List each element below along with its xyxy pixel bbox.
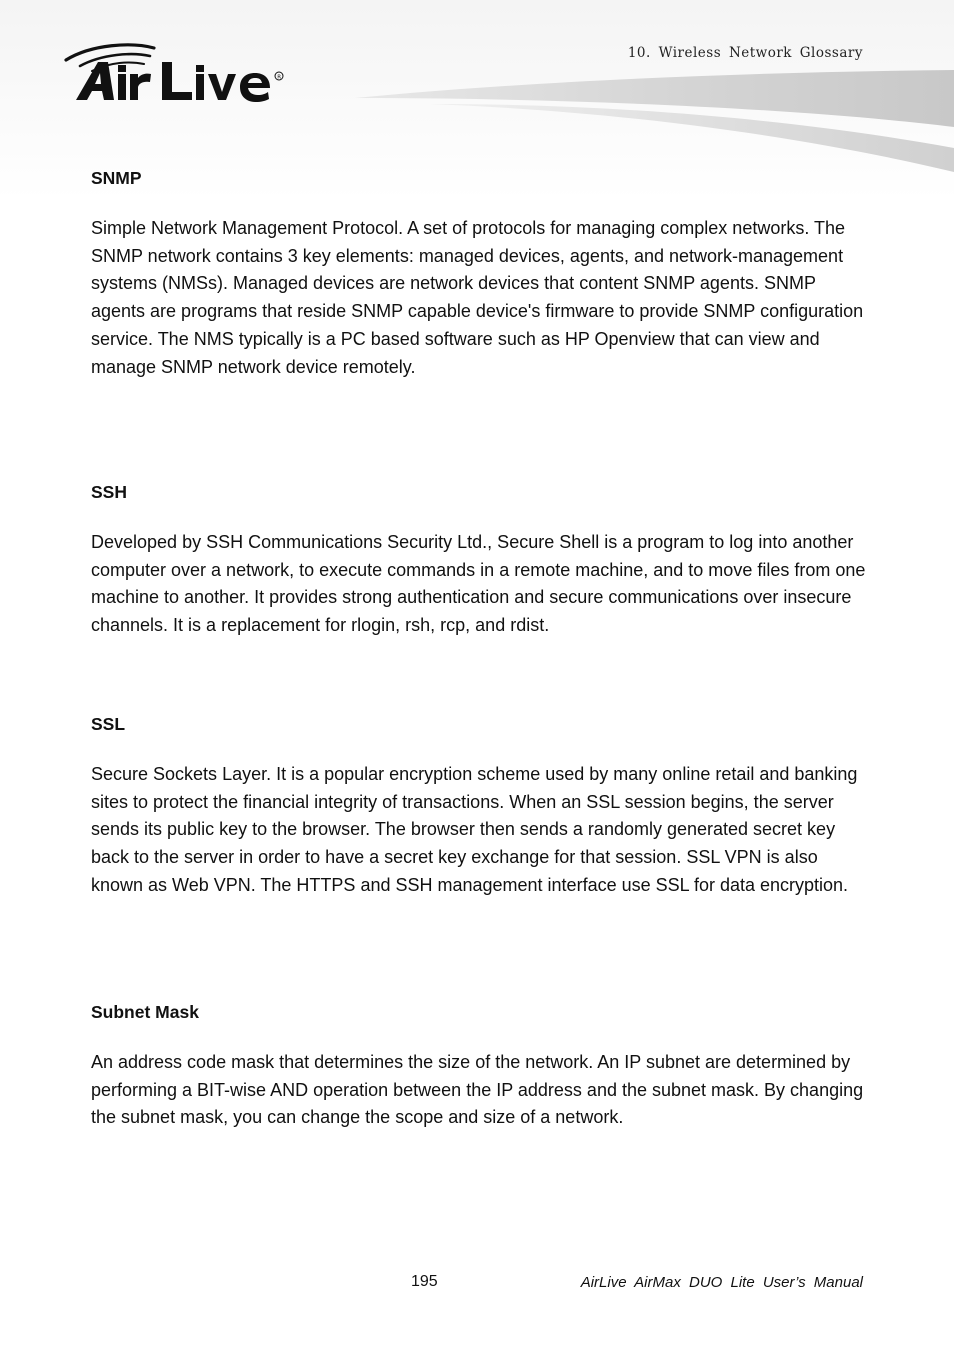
term-definition: Developed by SSH Communications Security Ltd., Secure Shell is a program to log into another computer over a network, to execute commands in a remote machine, and to move files from one machine to another. It provides strong authentication and secure communications over insecure channels. It is a replacement for rlogin, rsh, rcp, and rdist. [91,532,866,636]
manual-title: AirLive AirMax DUO Lite User’s Manual [580,1274,863,1291]
term-heading: SNMP [91,168,142,188]
term-definition: Simple Network Management Protocol. A set of protocols for managing complex networks. The SNMP network contains 3 key elements: managed devices, agents, and network-management systems (NMSs). Managed devices are network devices that content SNMP agents. SNMP agents are programs that reside SNMP capable device's firmware to provide SNMP configuration service. The NMS typically is a PC based software such as HP Openview that can view and manage SNMP network device remotely. [91,218,864,377]
svg-text:R: R [277,74,282,81]
term-heading: SSH [91,482,127,502]
page-number: 195 [411,1273,438,1290]
term-definition: An address code mask that determines the size of the network. An IP subnet are determined by performing a BIT-wise AND operation between the IP address and the subnet mask. By changing the subnet mask, you can change the scope and size of a network. [91,1052,864,1128]
term-heading: SSL [91,714,126,734]
term-definition: Secure Sockets Layer. It is a popular encryption scheme used by many online retail and banking sites to protect the financial integrity of transactions. When an SSL session begins, the server sends its public key to the browser. The browser then sends a randomly generated secret key back to the server in order to have a secret key exchange for that session. SSL VPN is also known as Web VPN. The HTTPS and SSH management interface use SSL for data encryption. [91,764,858,895]
chapter-title: 10. Wireless Network Glossary [627,45,863,61]
term-heading: Subnet Mask [91,1002,199,1022]
airlive-logo [62,40,292,106]
